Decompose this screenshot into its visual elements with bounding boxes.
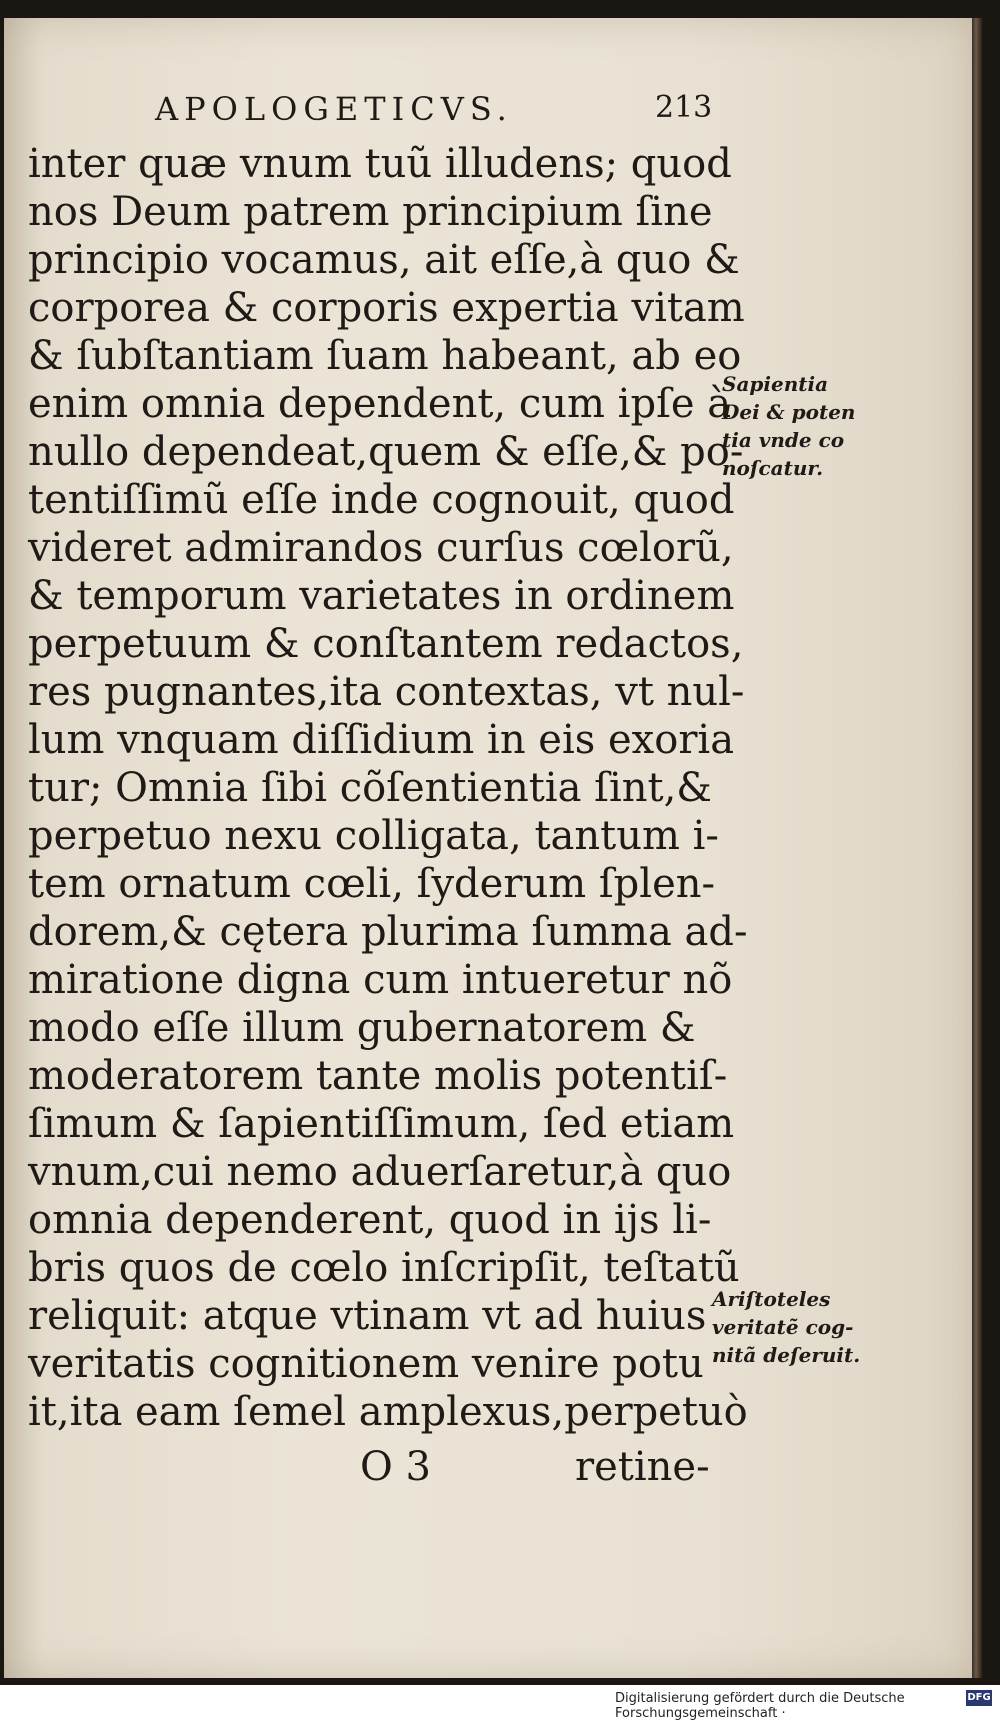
text-line: inter quæ vnum tuũ illudens; quod bbox=[28, 141, 732, 187]
catchword: retine- bbox=[575, 1444, 710, 1490]
margin-note-line: tia vnde co bbox=[722, 428, 845, 452]
running-title: APOLOGETICVS. bbox=[155, 90, 513, 128]
page-number: 213 bbox=[655, 90, 713, 125]
margin-note-sapientia bbox=[722, 370, 855, 482]
page-edge bbox=[972, 18, 982, 1678]
text-line: res pugnantes,ita contextas, vt nul- bbox=[28, 669, 745, 715]
signature-mark: O 3 bbox=[360, 1444, 431, 1490]
margin-note-line: veritatẽ cog- bbox=[712, 1315, 854, 1339]
margin-note-aristoteles bbox=[712, 1285, 860, 1369]
text-line: enim omnia dependent, cum ipſe à bbox=[28, 381, 732, 427]
text-line: omnia dependerent, quod in ijs li- bbox=[28, 1197, 712, 1243]
text-line: principio vocamus, ait eſſe,à quo & bbox=[28, 237, 740, 283]
margin-note-line: Ariſtoteles bbox=[712, 1287, 831, 1311]
text-line: perpetuo nexu colligata, tantum i- bbox=[28, 813, 719, 859]
text-line: it,ita eam ſemel amplexus,perpetuò bbox=[28, 1389, 748, 1435]
text-line: moderatorem tante molis potentiſ- bbox=[28, 1053, 728, 1099]
text-line: dorem,& cętera plurima ſumma ad- bbox=[28, 909, 748, 955]
text-line: bris quos de cœlo inſcripſit, teſtatũ bbox=[28, 1245, 740, 1291]
text-line: ſimum & ſapientiſſimum, ſed etiam bbox=[28, 1101, 735, 1147]
text-line: reliquit: atque vtinam vt ad huius bbox=[28, 1293, 707, 1339]
text-line: lum vnquam diſſidium in eis exoria bbox=[28, 717, 735, 763]
page-header bbox=[0, 80, 1000, 140]
text-line: nullo dependeat,quem & eſſe,& po- bbox=[28, 429, 744, 475]
text-line: tem ornatum cœli, ſyderum ſplen- bbox=[28, 861, 716, 907]
text-line: corporea & corporis expertia vitam bbox=[28, 285, 745, 331]
text-line: & temporum varietates in ordinem bbox=[28, 573, 735, 619]
margin-note-line: nitã deſeruit. bbox=[712, 1343, 861, 1367]
text-line: perpetuum & conſtantem redactos, bbox=[28, 621, 744, 667]
main-text-block bbox=[28, 140, 748, 1436]
margin-note-line: Dei & poten bbox=[722, 400, 856, 424]
margin-note-line: Sapientia bbox=[722, 372, 829, 396]
text-line: modo eſſe illum gubernatorem & bbox=[28, 1005, 696, 1051]
text-line: vnum,cui nemo aduerſaretur,à quo bbox=[28, 1149, 732, 1195]
text-line: & ſubſtantiam ſuam habeant, ab eo bbox=[28, 333, 742, 379]
text-line: videret admirandos curſus cœlorũ, bbox=[28, 525, 734, 571]
dfg-logo: DFG bbox=[966, 1690, 992, 1706]
text-line: tur; Omnia ſibi cõſentientia ſint,& bbox=[28, 765, 712, 811]
text-line: nos Deum patrem principium ſine bbox=[28, 189, 713, 235]
funding-credit: Digitalisierung gefördert durch die Deutsche Forschungsgemeinschaft · bbox=[615, 1691, 905, 1721]
margin-note-line: noſcatur. bbox=[722, 456, 824, 480]
text-line: veritatis cognitionem venire potu bbox=[28, 1341, 704, 1387]
text-line: tentiſſimũ eſſe inde cognouit, quod bbox=[28, 477, 735, 523]
catchline bbox=[360, 1444, 720, 1494]
footer-bar bbox=[0, 1685, 1000, 1721]
text-line: miratione digna cum intueretur nõ bbox=[28, 957, 733, 1003]
